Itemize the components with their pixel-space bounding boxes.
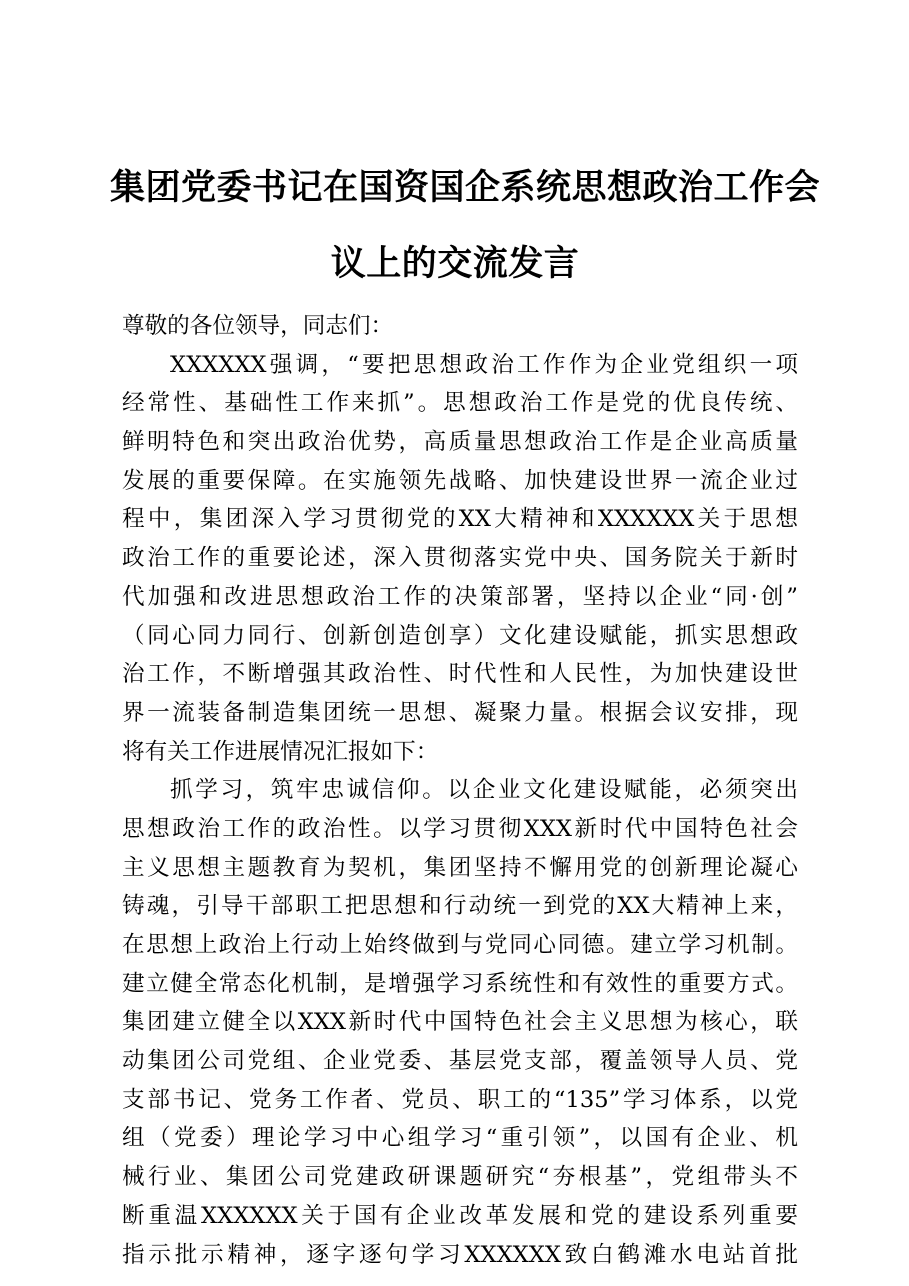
text-line: XXXXXX强调，“要把思想政治工作作为企业党组织一项 [170,351,798,378]
text-line: 在思想上政治上行动上始终做到与党同心同德。建立学习机制。 [122,932,798,959]
text-line: 发展的重要保障。在实施领先战略、加快建设世界一流企业过 [122,467,798,494]
text-line: 抓学习，筑牢忠诚信仰。以企业文化建设赋能，必须突出 [170,777,798,804]
paragraph-2 [122,771,798,1274]
text-line: 铸魂，引导干部职工把思想和行动统一到党的XX大精神上来， [122,893,798,920]
text-line: 将有关工作进展情况汇报如下： [122,738,439,765]
text-line: 建立健全常态化机制，是增强学习系统性和有效性的重要方式。 [122,970,798,997]
text-line: 主义思想主题教育为契机，集团坚持不懈用党的创新理论凝心 [122,854,798,881]
text-line: 政治工作的重要论述，深入贯彻落实党中央、国务院关于新时 [122,545,798,572]
text-line: 断重温XXXXXX关于国有企业改革发展和党的建设系列重要 [122,1202,798,1229]
text-line: 支部书记、党务工作者、党员、职工的“135”学习体系，以党 [122,1086,798,1113]
title-line-1: 集团党委书记在国资国企系统思想政治工作会 [110,167,821,208]
text-line: 指示批示精神，逐字逐句学习XXXXXX致白鹤滩水电站首批 [122,1241,798,1268]
text-line: 界一流装备制造集团统一思想、凝聚力量。根据会议安排，现 [122,699,798,726]
text-line: 经常性、基础性工作来抓”。思想政治工作是党的优良传统、 [122,390,798,417]
text-line: 鲜明特色和突出政治优势，高质量思想政治工作是企业高质量 [122,429,798,456]
text-line: 集团建立健全以XXX新时代中国特色社会主义思想为核心，联 [122,1009,798,1036]
title-line-2: 议上的交流发言 [330,243,580,284]
text-line: 代加强和改进思想政治工作的决策部署，坚持以企业“同·创” [122,583,798,610]
text-line: 治工作，不断增强其政治性、时代性和人民性，为加快建设世 [122,661,798,688]
paragraph-1 [122,346,798,772]
text-line: 械行业、集团公司党建政研课题研究“夯根基”，党组带头不 [122,1164,798,1191]
text-line: 思想政治工作的政治性。以学习贯彻XXX新时代中国特色社会 [122,815,798,842]
text-line: 组（党委）理论学习中心组学习“重引领”，以国有企业、机 [122,1125,798,1152]
text-line: 动集团公司党组、企业党委、基层党支部，覆盖领导人员、党 [122,1048,798,1075]
document-title [110,150,821,302]
text-line: 程中，集团深入学习贯彻党的XX大精神和XXXXXX关于思想 [122,506,798,533]
document-body [122,307,798,1274]
salutation: 尊敬的各位领导，同志们： [122,313,394,339]
text-line: （同心同力同行、创新创造创享）文化建设赋能，抓实思想政 [122,622,798,649]
